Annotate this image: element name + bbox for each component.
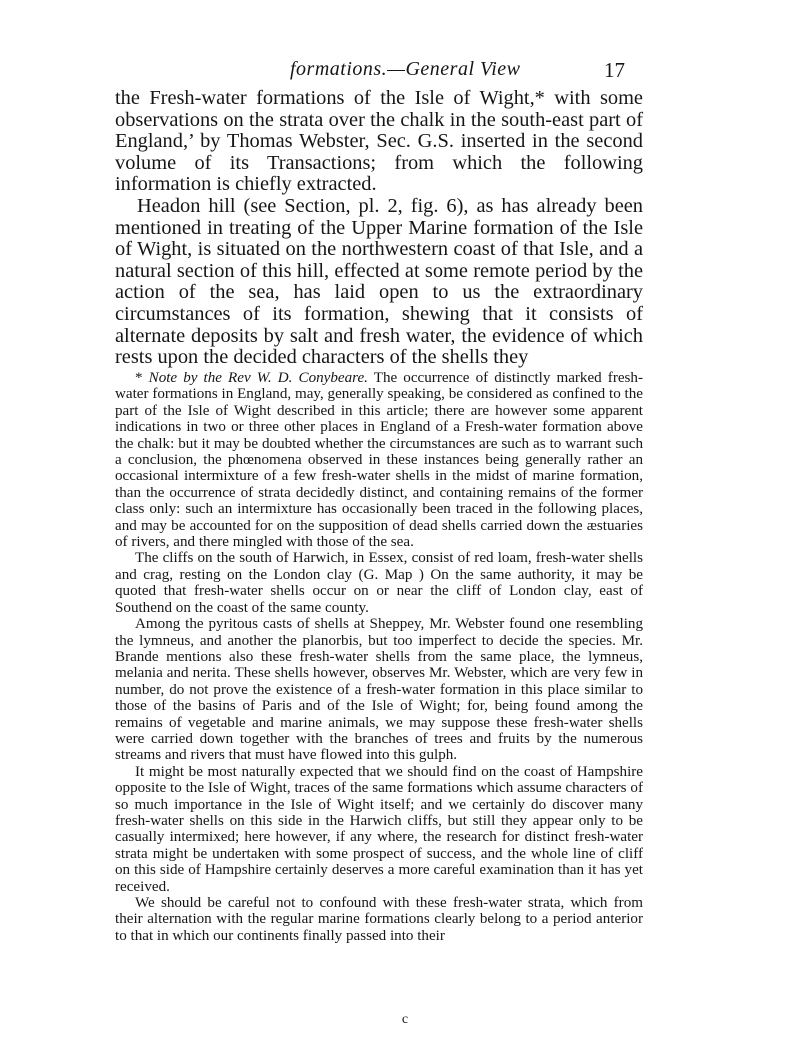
running-head: [0, 58, 800, 88]
footnote-paragraph: Among the pyritous casts of shells at Sheppey, Mr. Webster found one resembling the lymneus, and another the planorbis, but too imperfect to decide the species. Mr. Brande mentions also these fresh-water shells from the same place, the lymneus, melania and nerita. These shells however, observes Mr. Webster, which are very few in number, do not prove the existence of a fresh-water formation in this place similar to those of the basins of Paris and of the Isle of Wight; for, being found among the remains of vegetable and marine animals, we may suppose these fresh-water shells were carried down together with the branches of trees and fruits by the numerous streams and rivers that must have flowed into this gulph.: [115, 616, 643, 764]
footnote-paragraph: The cliffs on the south of Harwich, in Essex, consist of red loam, fresh-water shells and crag, resting on the London clay (G. Map ) On the same authority, it may be quoted that fresh-water shells occur on or near the cliff of London clay, east of Southend on the coast of the same county.: [115, 550, 643, 616]
footnote-paragraph: [115, 370, 643, 550]
footnote: [115, 370, 643, 944]
signature-mark: c: [401, 1012, 409, 1027]
page-number: 17: [604, 58, 625, 82]
main-text: [115, 88, 643, 369]
running-title: formations.—General View: [290, 58, 521, 80]
body-paragraph: the Fresh-water formations of the Isle of Wight,* with some observations on the strata over the chalk in the south-east part of England,’ by Thomas Webster, Sec. G.S. inserted in the second volume of its Transactions; from which the following information is chiefly extracted.: [115, 87, 643, 196]
body-paragraph: Headon hill (see Section, pl. 2, fig. 6), as has already been mentioned in treating of the Upper Marine formation of the Isle of Wight, is situated on the northwestern coast of that Isle, and a natural section of this hill, effected at some remote period by the action of the sea, has laid open to us the extraordinary circumstances of its formation, shewing that it consists of alternate deposits by salt and fresh water, the evidence of which rests upon the decided characters of the shells they: [115, 194, 643, 369]
footnote-paragraph: It might be most naturally expected that we should find on the coast of Hampshire opposite to the Isle of Wight, traces of the same formations which assume characters of so much importance in the Isle of Wight itself; and we certainly do discover many fresh-water shells on this side in the Harwich cliffs, but still they appear only to be casually intermixed; here however, if any where, the research for distinct fresh-water strata might be undertaken with some prospect of success, and the whole line of cliff on this side of Hampshire certainly deserves a more careful examination than it has yet received.: [115, 763, 643, 895]
footnote-text: The occurrence of distinctly marked fresh-water formations in England, may, generally speaking, be considered as confined to the part of the Isle of Wight described in this article; there are however some apparent indications in two or three other places in England of a Fresh-water formation above the chalk: but it may be doubted whether the circumstances are such as to warrant such a conclusion, the phœnomena observed in these instances being generally rather an occasional intermixture of a few fresh-water shells in the midst of marine formation, than the occurrence of strata decidedly distinct, and containing remains of the former class only: such an intermixture has occasionally been traced in the following places, and may be accounted for on the supposition of dead shells carried down the æstuaries of rivers, and there mingled with those of the sea.: [115, 370, 643, 551]
footnote-marker: *: [135, 370, 143, 386]
footnote-paragraph: We should be careful not to confound with these fresh-water strata, which from their alternation with the regular marine formations clearly belong to a period anterior to that in which our continents finally passed into their: [115, 895, 643, 944]
footnote-attribution: Note by the Rev W. D. Conybeare.: [148, 370, 368, 386]
